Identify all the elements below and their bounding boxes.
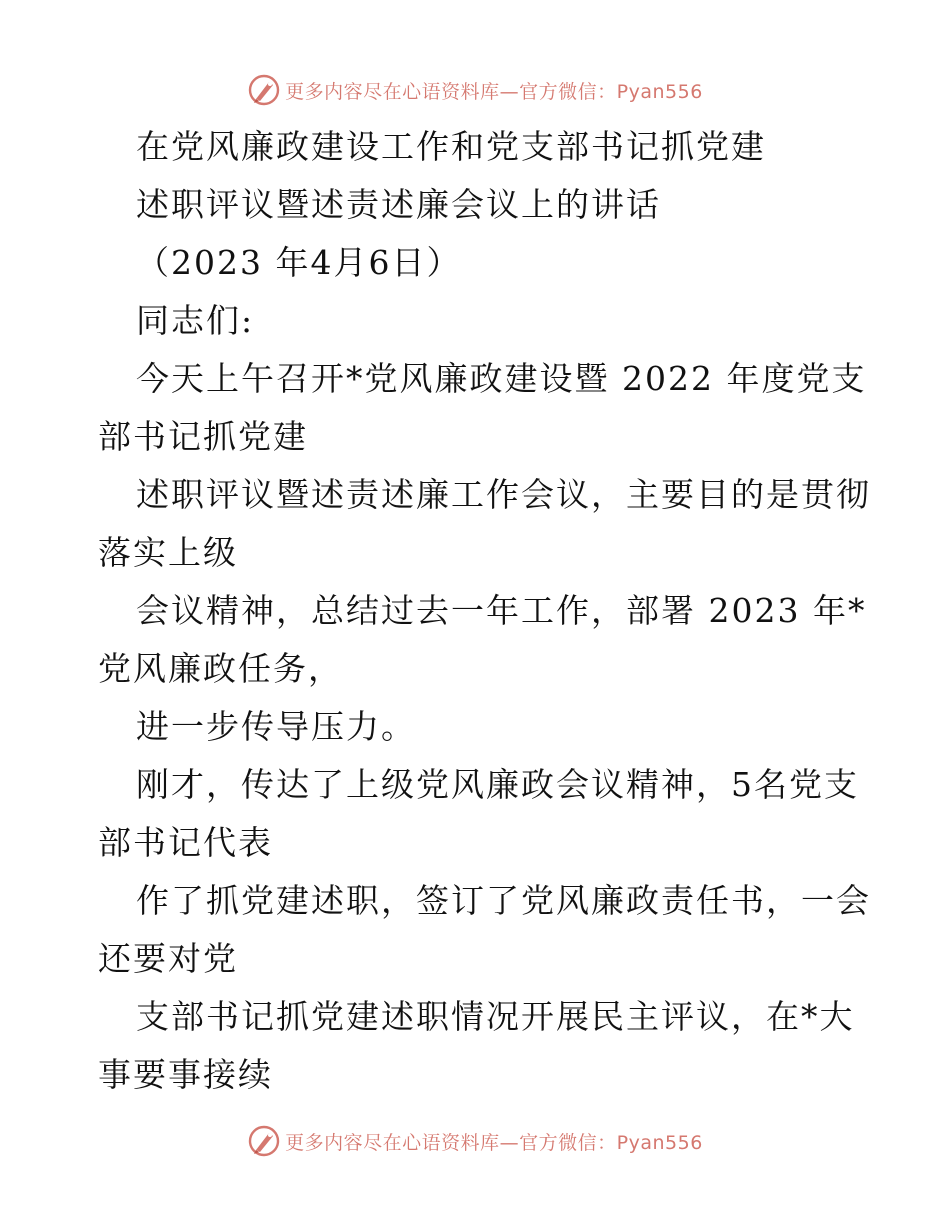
pen-circle-logo-icon xyxy=(247,73,281,107)
watermark-text: 更多内容尽在心语资料库—官方微信：Pyan556 xyxy=(285,80,703,103)
paragraph-line: 进一步传导压力。 xyxy=(136,707,416,746)
title-line-1: 在党风廉政建设工作和党支部书记抓党建 xyxy=(136,127,766,166)
paragraph-line: 述职评议暨述责述廉工作会议，主要目的是贯彻 xyxy=(136,475,871,514)
paragraph-line: 支部书记抓党建述职情况开展民主评议，在*大 xyxy=(136,997,855,1036)
pen-circle-logo-icon xyxy=(247,1124,281,1158)
watermark-text: 更多内容尽在心语资料库—官方微信：Pyan556 xyxy=(285,1131,703,1154)
salutation: 同志们: xyxy=(136,301,255,340)
paragraph-line: 作了抓党建述职，签订了党风廉政责任书，一会 xyxy=(136,881,871,920)
paragraph-line: 会议精神，总结过去一年工作，部署 2023 年* xyxy=(136,591,867,630)
paragraph-line: 落实上级 xyxy=(98,533,238,572)
paragraph-line: 刚才，传达了上级党风廉政会议精神，5名党支 xyxy=(136,765,859,804)
paragraph-line: 事要事接续 xyxy=(98,1055,273,1094)
paragraph-line: 部书记抓党建 xyxy=(98,417,308,456)
paragraph-line: 今天上午召开*党风廉政建设暨 2022 年度党支 xyxy=(136,359,867,398)
paragraph-line: 还要对党 xyxy=(98,939,238,978)
paragraph-line: 部书记代表 xyxy=(98,823,273,862)
paragraph-line: 党风廉政任务， xyxy=(98,649,343,688)
date-line: （2023 年4月6日） xyxy=(136,243,462,282)
footer-watermark xyxy=(0,1119,950,1163)
header-watermark xyxy=(0,68,950,112)
title-line-2: 述职评议暨述责述廉会议上的讲话 xyxy=(136,185,661,224)
